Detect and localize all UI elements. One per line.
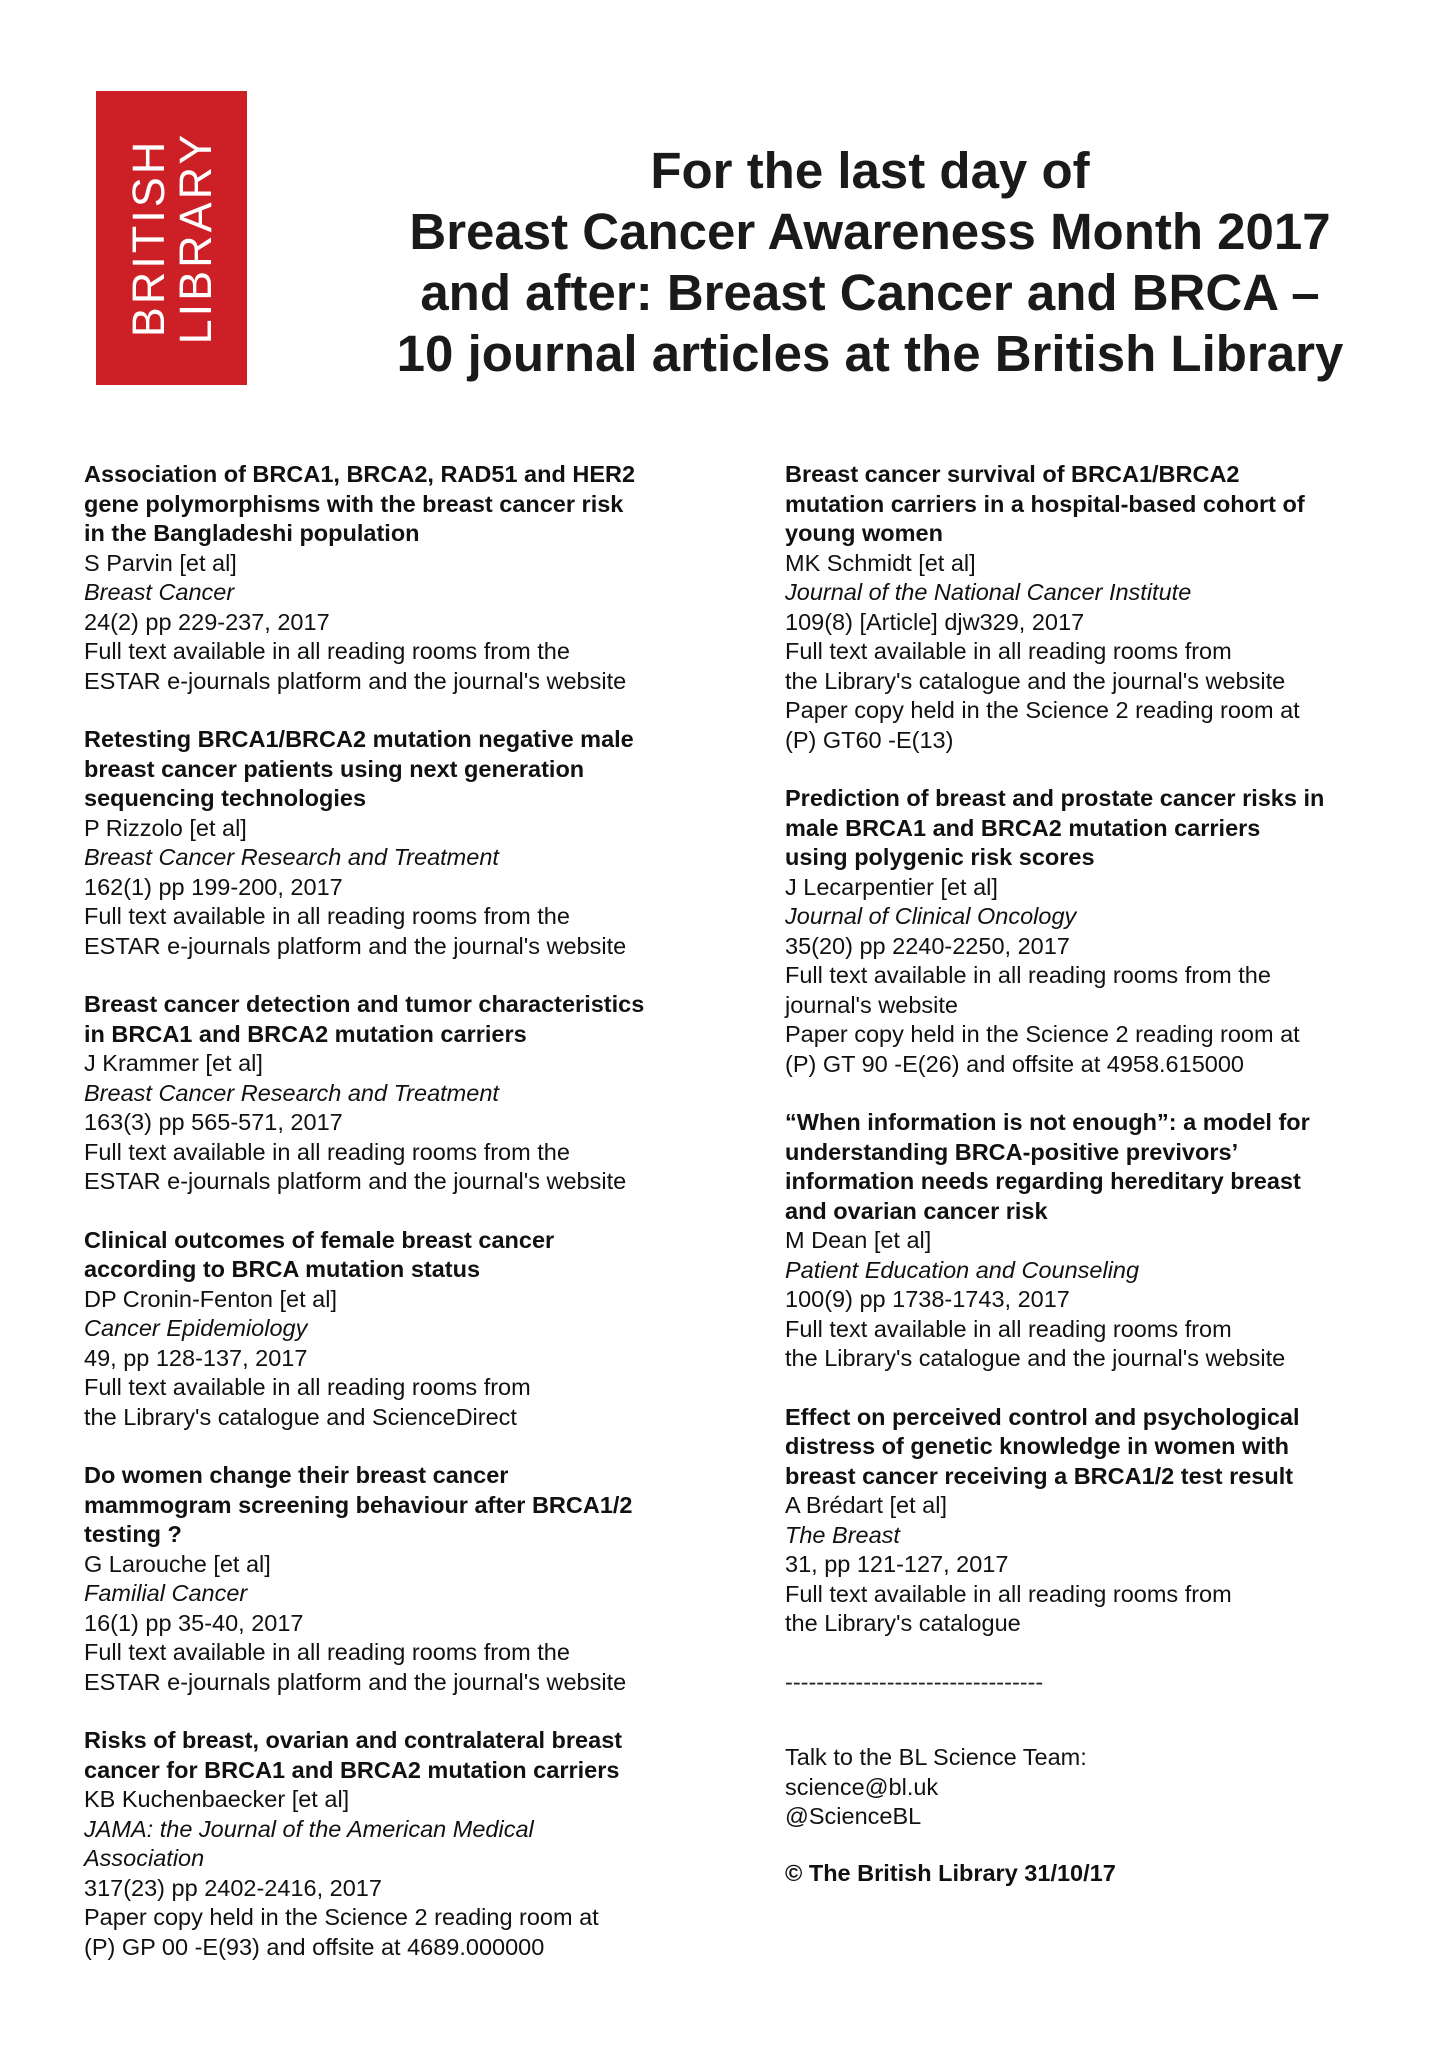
article-title-line: in BRCA1 and BRCA2 mutation carriers <box>84 1020 527 1047</box>
article-title-line: sequencing technologies <box>84 785 367 811</box>
article-availability-line: Full text available in all reading rooms from <box>84 1374 531 1400</box>
article-availability-line: (P) GT 90 -E(26) and offsite at 4958.615000 <box>785 1050 1244 1077</box>
article-entry <box>84 1226 724 1433</box>
article-availability-line: Full text available in all reading rooms from the <box>84 638 570 664</box>
left-column <box>84 460 724 1991</box>
article-journal-line: Journal of the National Cancer Institute <box>785 579 1192 605</box>
article-title-line: Association of BRCA1, BRCA2, RAD51 and HER2 <box>84 461 636 487</box>
article-title-line: Retesting BRCA1/BRCA2 mutation negative male <box>84 726 634 752</box>
article-title-line: mammogram screening behaviour after BRCA1/2 <box>84 1491 633 1518</box>
article-availability-line: Paper copy held in the Science 2 reading room at <box>84 1904 599 1930</box>
article-citation: 100(9) pp 1738-1743, 2017 <box>785 1286 1070 1312</box>
article-citation: 49, pp 128-137, 2017 <box>84 1344 308 1371</box>
article-availability-line: Paper copy held in the Science 2 reading room at <box>785 697 1300 723</box>
article-availability-line: Full text available in all reading rooms from the <box>84 1138 570 1165</box>
article-title-line: Breast cancer survival of BRCA1/BRCA2 <box>785 461 1240 487</box>
article-journal-line: Association <box>84 1845 205 1871</box>
article-author: S Parvin [et al] <box>84 549 237 576</box>
article-citation: 162(1) pp 199-200, 2017 <box>84 873 343 900</box>
article-title-line: understanding BRCA-positive previvors’ <box>785 1138 1239 1165</box>
article-availability-line: ESTAR e-journals platform and the journal's website <box>84 1668 627 1695</box>
article-journal-line: JAMA: the Journal of the American Medical <box>84 1815 534 1842</box>
article-title-line: using polygenic risk scores <box>785 844 1095 870</box>
article-availability-line: (P) GP 00 -E(93) and offsite at 4689.000000 <box>84 1933 545 1960</box>
title-line: Breast Cancer Awareness Month 2017 <box>409 203 1331 260</box>
article-author: J Lecarpentier [et al] <box>785 873 998 900</box>
article-title-line: “When information is not enough”: a model for <box>785 1109 1310 1135</box>
article-availability-line: Full text available in all reading rooms from <box>785 638 1232 664</box>
article-entry <box>785 1403 1395 1639</box>
contact-block <box>785 1743 1395 1832</box>
article-citation: 16(1) pp 35-40, 2017 <box>84 1609 304 1636</box>
article-title-line: information needs regarding hereditary breast <box>785 1168 1301 1194</box>
article-author: M Dean [et al] <box>785 1227 932 1253</box>
article-title-line: Effect on perceived control and psychological <box>785 1403 1300 1430</box>
article-availability-line: Full text available in all reading rooms from the <box>84 903 570 929</box>
article-title-line: Clinical outcomes of female breast cancer <box>84 1226 555 1253</box>
article-entry <box>84 1461 724 1697</box>
article-journal-line: Breast Cancer Research and Treatment <box>84 844 499 870</box>
article-citation: 35(20) pp 2240-2250, 2017 <box>785 932 1070 959</box>
divider-line: --------------------------------- <box>785 1668 1044 1695</box>
article-availability-line: journal's website <box>785 991 958 1018</box>
article-author: G Larouche [et al] <box>84 1550 271 1577</box>
article-journal-line: Breast Cancer Research and Treatment <box>84 1079 499 1106</box>
article-availability-line: the Library's catalogue and ScienceDirect <box>84 1403 517 1430</box>
article-entry <box>785 1108 1395 1374</box>
article-entry <box>785 460 1395 755</box>
article-journal-line: Journal of Clinical Oncology <box>785 903 1077 929</box>
article-title-line: mutation carriers in a hospital-based cohort of <box>785 490 1305 517</box>
article-entry <box>84 460 724 696</box>
title-line: 10 journal articles at the British Library <box>396 325 1344 382</box>
contact-heading: Talk to the BL Science Team: <box>785 1744 1087 1770</box>
article-availability-line: Full text available in all reading rooms from the <box>785 962 1271 988</box>
article-title-line: breast cancer receiving a BRCA1/2 test result <box>785 1462 1294 1489</box>
article-journal-line: Patient Education and Counseling <box>785 1256 1140 1283</box>
article-author: DP Cronin-Fenton [et al] <box>84 1285 337 1312</box>
article-availability-line: Full text available in all reading rooms from <box>785 1580 1232 1607</box>
logo-line-library: LIBRARY <box>169 131 221 345</box>
article-citation: 24(2) pp 229-237, 2017 <box>84 608 330 635</box>
article-title-line: cancer for BRCA1 and BRCA2 mutation carriers <box>84 1756 620 1783</box>
article-author: P Rizzolo [et al] <box>84 814 247 841</box>
article-availability-line: (P) GT60 -E(13) <box>785 726 954 753</box>
article-author: J Krammer [et al] <box>84 1050 263 1076</box>
article-title-line: Do women change their breast cancer <box>84 1462 509 1488</box>
article-title-line: young women <box>785 520 943 546</box>
article-citation: 31, pp 121-127, 2017 <box>785 1551 1009 1577</box>
article-author: KB Kuchenbaecker [et al] <box>84 1786 350 1812</box>
article-journal-line: The Breast <box>785 1521 900 1548</box>
article-journal-line: Cancer Epidemiology <box>84 1315 308 1341</box>
article-title-line: Prediction of breast and prostate cancer risks in <box>785 785 1325 811</box>
article-availability-line: ESTAR e-journals platform and the journal's website <box>84 932 627 959</box>
article-author: MK Schmidt [et al] <box>785 549 976 576</box>
title-line: For the last day of <box>650 142 1090 199</box>
article-availability-line: ESTAR e-journals platform and the journal's website <box>84 1168 627 1194</box>
article-availability-line: Full text available in all reading rooms from the <box>84 1639 570 1665</box>
article-title-line: testing ? <box>84 1521 182 1547</box>
article-title-line: Breast cancer detection and tumor characteristics <box>84 991 645 1017</box>
article-title-line: according to BRCA mutation status <box>84 1256 481 1282</box>
article-availability-line: ESTAR e-journals platform and the journal's website <box>84 667 627 694</box>
article-title-line: male BRCA1 and BRCA2 mutation carriers <box>785 814 1261 841</box>
article-availability-line: the Library's catalogue and the journal's website <box>785 1345 1286 1371</box>
logo-wordmark <box>122 91 221 385</box>
article-title-line: distress of genetic knowledge in women with <box>785 1433 1290 1459</box>
copyright-notice: © The British Library 31/10/17 <box>785 1859 1116 1886</box>
article-title-line: and ovarian cancer risk <box>785 1197 1048 1224</box>
right-article-list <box>785 460 1395 1639</box>
article-title-line: in the Bangladeshi population <box>84 520 420 546</box>
british-library-logo <box>96 91 247 385</box>
article-citation: 317(23) pp 2402-2416, 2017 <box>84 1874 382 1901</box>
article-author: A Brédart [et al] <box>785 1492 947 1518</box>
article-title-line: breast cancer patients using next generation <box>84 755 585 782</box>
contact-twitter-handle[interactable]: @ScienceBL <box>785 1803 922 1829</box>
logo-line-british: BRITISH <box>122 138 174 338</box>
right-column <box>785 460 1395 1888</box>
contact-email[interactable]: science@bl.uk <box>785 1773 939 1800</box>
article-availability-line: the Library's catalogue <box>785 1610 1021 1636</box>
article-availability-line: Full text available in all reading rooms from <box>785 1315 1232 1342</box>
article-entry <box>84 1726 724 1962</box>
article-availability-line: the Library's catalogue and the journal's website <box>785 667 1286 694</box>
article-journal-line: Familial Cancer <box>84 1580 248 1606</box>
article-journal-line: Breast Cancer <box>84 579 235 605</box>
article-entry <box>84 990 724 1197</box>
article-entry <box>785 784 1395 1079</box>
page-title <box>330 140 1410 384</box>
article-title-line: gene polymorphisms with the breast cancer risk <box>84 490 624 517</box>
article-availability-line: Paper copy held in the Science 2 reading room at <box>785 1021 1300 1047</box>
title-line: and after: Breast Cancer and BRCA – <box>420 264 1320 321</box>
article-citation: 163(3) pp 565-571, 2017 <box>84 1109 343 1135</box>
article-citation: 109(8) [Article] djw329, 2017 <box>785 608 1085 635</box>
article-title-line: Risks of breast, ovarian and contralateral breast <box>84 1727 623 1753</box>
article-entry <box>84 725 724 961</box>
